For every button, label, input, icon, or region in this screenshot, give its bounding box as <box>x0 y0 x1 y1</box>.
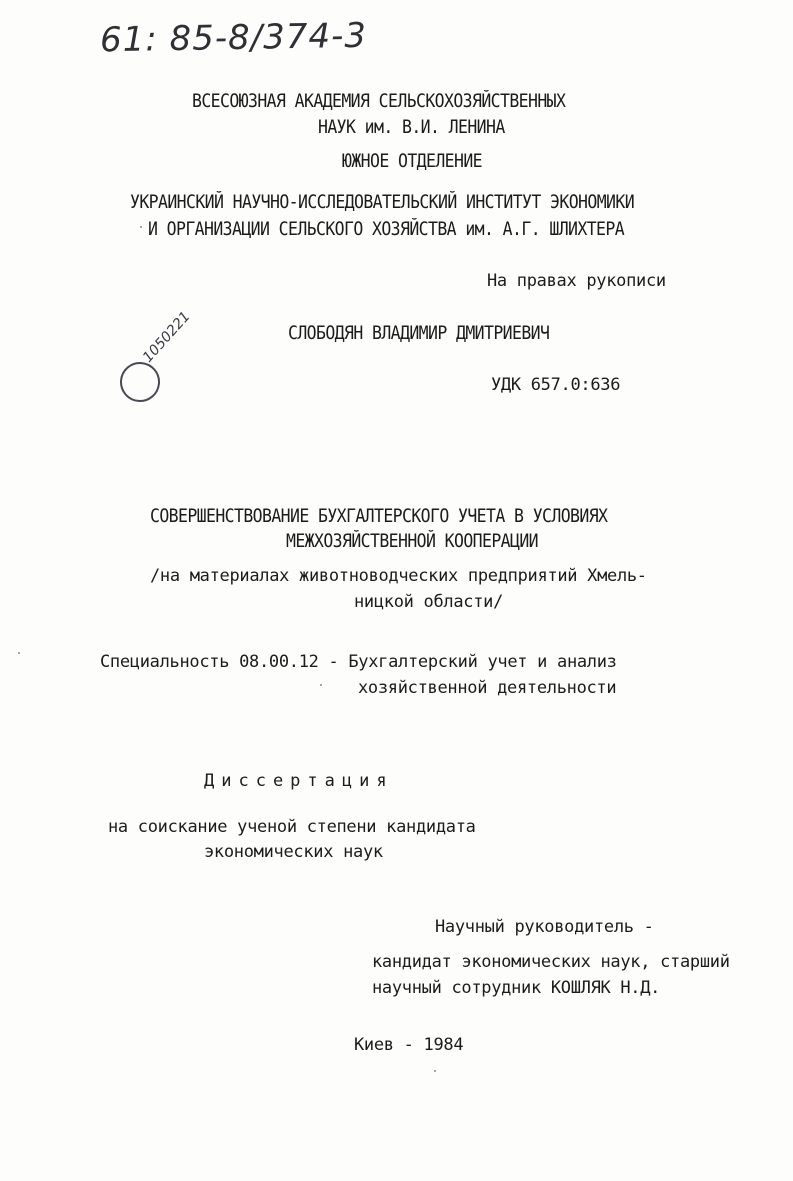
dissertation-heading: Диссертация <box>204 771 394 791</box>
udc-code: УДК 657.0:636 <box>491 375 621 395</box>
degree-line-2: экономических наук <box>204 842 383 862</box>
library-stamp <box>112 354 168 410</box>
scan-speck <box>434 1070 436 1072</box>
institution-line-2: НАУК им. В.И. ЛЕНИНА <box>318 116 505 138</box>
scan-speck <box>320 684 322 686</box>
title-line-2: МЕЖХОЗЯЙСТВЕННОЙ КООПЕРАЦИИ <box>286 530 539 552</box>
scan-speck <box>18 652 20 654</box>
specialty-line-1: Специальность 08.00.12 - Бухгалтерский учет и анализ <box>100 652 617 672</box>
title-line-1: СОВЕРШЕНСТВОВАНИЕ БУХГАЛТЕРСКОГО УЧЕТА В УСЛОВИЯХ <box>150 505 608 527</box>
manuscript-rights: На правах рукописи <box>487 271 666 291</box>
title-line-4: ницкой области/ <box>354 592 504 612</box>
specialty-line-2: хозяйственной деятельности <box>358 678 617 698</box>
institution-line-3: ЮЖНОЕ ОТДЕЛЕНИЕ <box>342 150 483 172</box>
institution-line-1: ВСЕСОЮЗНАЯ АКАДЕМИЯ СЕЛЬСКОХОЗЯЙСТВЕННЫХ <box>192 90 566 112</box>
degree-line-1: на соискание ученой степени кандидата <box>108 817 476 837</box>
institution-line-4: УКРАИНСКИЙ НАУЧНО-ИССЛЕДОВАТЕЛЬСКИЙ ИНСТИТУТ ЭКОНОМИКИ <box>130 191 635 213</box>
scan-speck <box>140 226 142 228</box>
supervisor-line-1: Научный руководитель - <box>435 917 654 937</box>
handwritten-archive-number: 61: 85-8/374-3 <box>99 15 368 61</box>
supervisor-line-3: научный сотрудник КОШЛЯК Н.Д. <box>372 978 661 998</box>
supervisor-line-2: кандидат экономических наук, старший <box>372 952 730 972</box>
place-year: Киев - 1984 <box>354 1035 464 1055</box>
author-name: СЛОБОДЯН ВЛАДИМИР ДМИТРИЕВИЧ <box>288 322 550 344</box>
institution-line-5: И ОРГАНИЗАЦИИ СЕЛЬСКОГО ХОЗЯЙСТВА им. А.Г. ШЛИХТЕРА <box>148 218 625 240</box>
title-line-3: /на материалах животноводческих предприятий Хмель- <box>150 566 647 586</box>
stamp-number: 1050221 <box>140 308 194 366</box>
